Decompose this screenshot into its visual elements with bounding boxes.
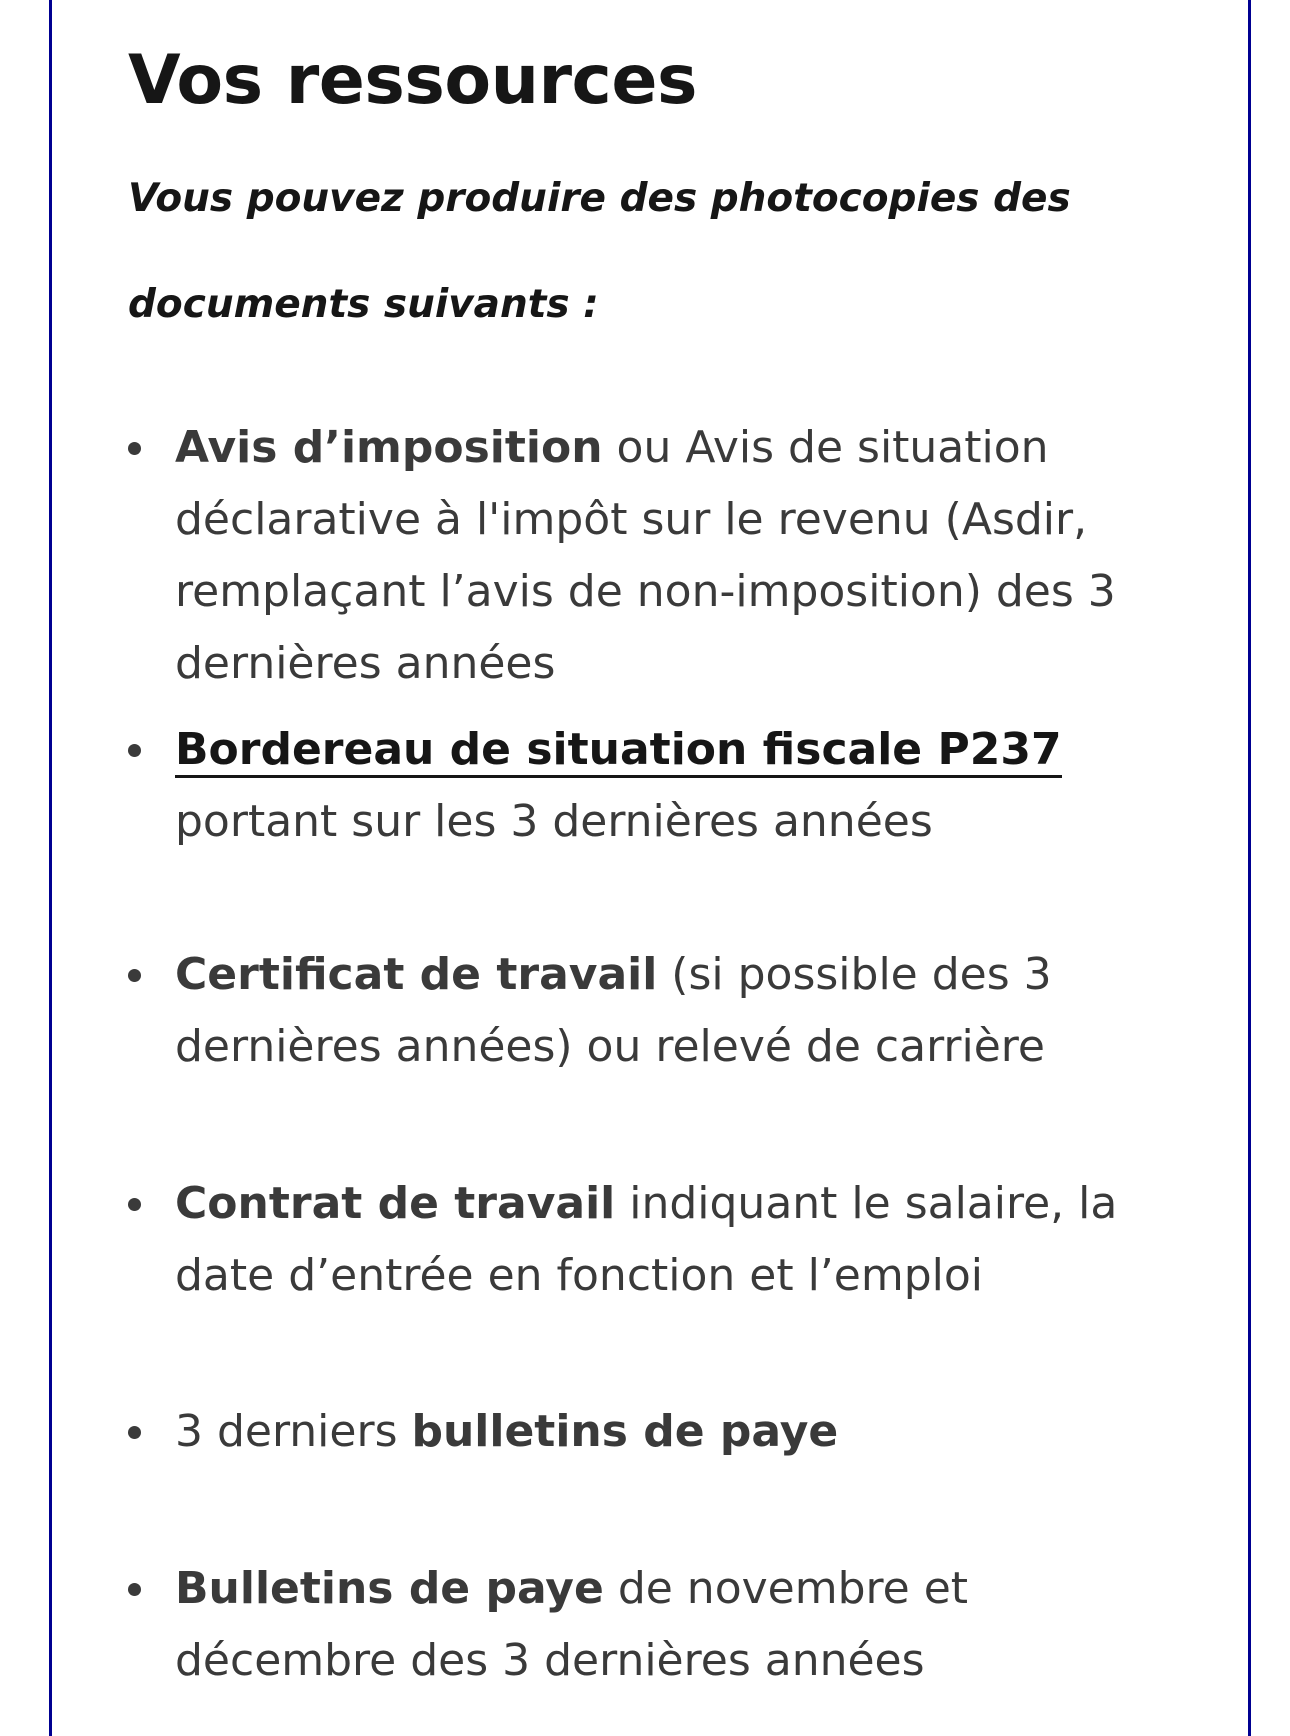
list-item-line: dernières années [175,638,556,689]
list-item-line [175,412,1200,484]
list-item-bold: Contrat de travail [175,1178,616,1229]
intro-text [128,146,1128,358]
list-item-rest: de novembre et [603,1563,969,1614]
bullet-icon [128,1426,141,1439]
list-item-text [175,714,1200,858]
intro-line-2: documents suivants : [128,282,599,327]
list-item-line: portant sur les 3 dernières années [175,796,933,847]
list-item-line: déclarative à l'impôt sur le revenu (Asdir, [175,494,1088,545]
bullet-icon [128,1583,141,1596]
list-item-line [175,939,1200,1011]
bullet-icon [128,744,141,757]
bullet-icon [128,1198,141,1211]
list-item-bold: Bulletins de paye [175,1563,604,1614]
list-item-text [175,939,1200,1083]
list-item-bold: Certificat de travail [175,949,658,1000]
list-item-bold: bulletins de paye [411,1406,839,1457]
intro-line-1: Vous pouvez produire des photocopies des [128,176,1071,221]
list-item-rest: ou Avis de situation [602,422,1049,473]
list-item-bold: Avis d’imposition [175,422,603,473]
list-item-text [175,1553,1200,1697]
resources-card [49,0,1251,1736]
list-item-line: remplaçant l’avis de non-imposition) des 3 [175,566,1116,617]
list-item-line: décembre des 3 dernières années [175,1635,925,1686]
list-item-pre: 3 derniers [175,1406,412,1457]
list-item-line: dernières années) ou relevé de carrière [175,1021,1045,1072]
list-item-line [175,1168,1200,1240]
list-item-line [175,714,1200,786]
list-item-text [175,412,1200,700]
list-item-rest: (si possible des 3 [657,949,1052,1000]
bordereau-link[interactable]: Bordereau de situation fiscale P237 [175,724,1062,778]
bullet-icon [128,442,141,455]
list-item-line: date d’entrée en fonction et l’emploi [175,1250,984,1301]
section-title: Vos ressources [128,41,697,120]
list-item-rest: indiquant le salaire, la [615,1178,1118,1229]
list-item-text [175,1168,1200,1312]
list-item-text [175,1396,1200,1468]
bullet-icon [128,969,141,982]
list-item-line [175,1396,1200,1468]
list-item-line [175,1553,1200,1625]
